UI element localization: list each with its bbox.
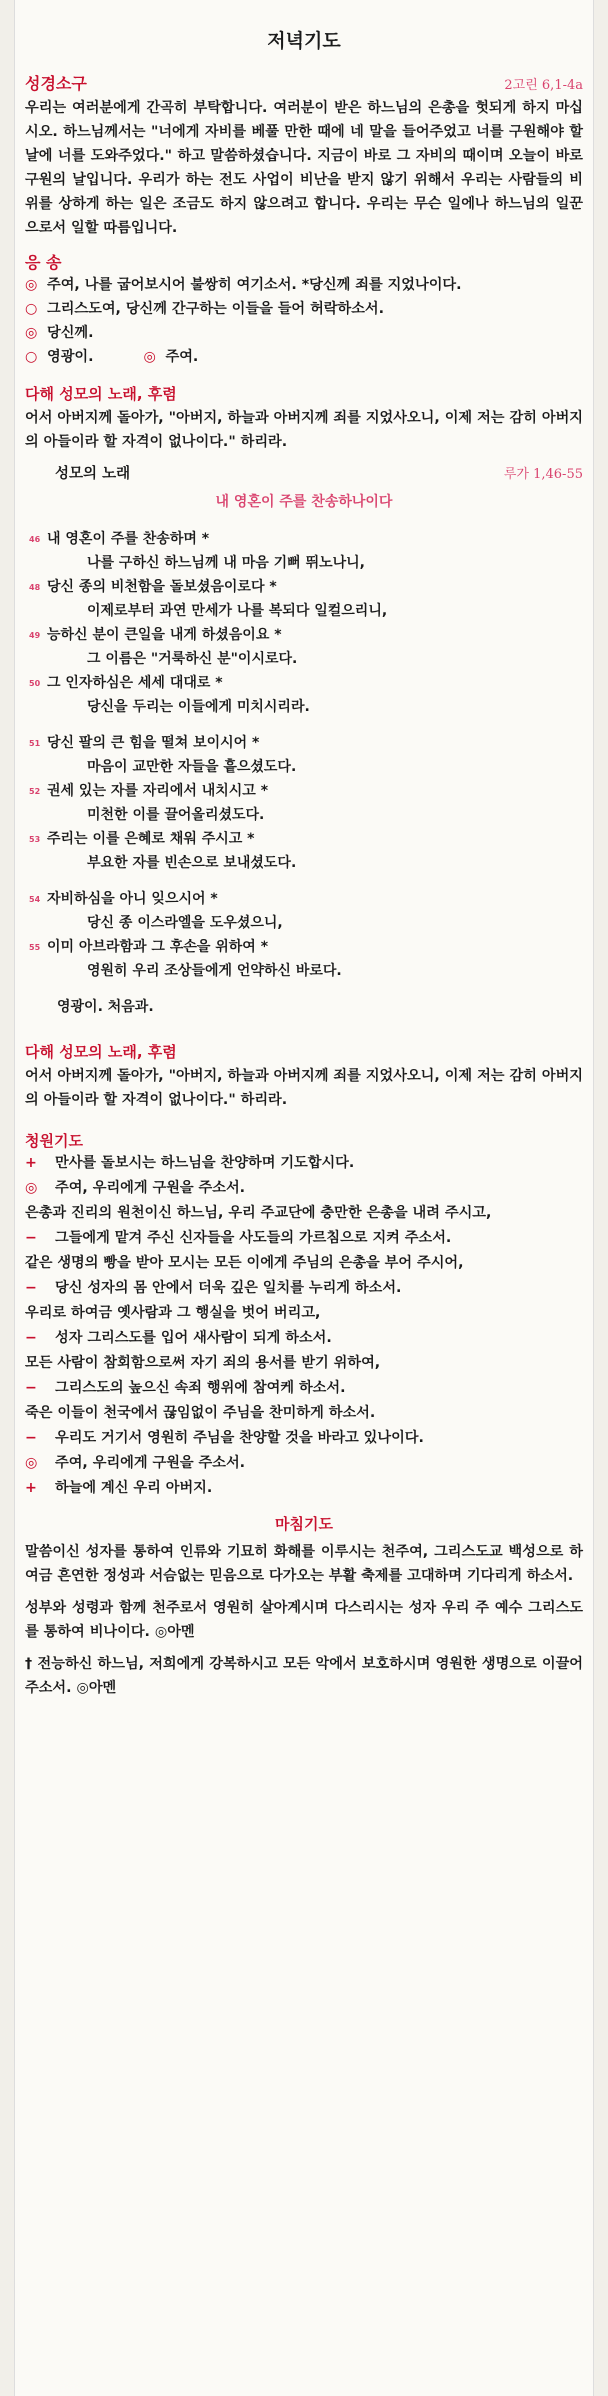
responsory-text: 주여. [165, 349, 199, 365]
responsory-heading: 응 송 [25, 253, 62, 272]
verse-line: 능하신 분이 큰일을 내게 하셨음이요 * [47, 627, 282, 643]
gloria-text: 영광이. 처음과. [57, 999, 154, 1015]
intercession-text: 같은 생명의 빵을 받아 모시는 모든 이에게 주님의 은총을 부어 주시어, [25, 1255, 464, 1271]
verse-55 [25, 935, 583, 983]
intercession-text: 우리로 하여금 옛사람과 그 행실을 벗어 버리고, [25, 1305, 321, 1321]
verse-number: 49 [29, 631, 41, 640]
intercession-text: 그리스도의 높으신 속죄 행위에 참여케 하소서. [55, 1380, 346, 1396]
verse-symbol: ○ [25, 301, 38, 317]
antiphon2-heading: 다해 성모의 노래, 후렴 [25, 1043, 177, 1061]
response-symbol: ◎ [25, 277, 38, 293]
verse-number: 51 [29, 739, 41, 748]
verse-line: 당신을 두리는 이들에게 미치시리라. [87, 699, 310, 715]
verse-line: 부요한 자를 빈손으로 보내셨도다. [87, 855, 297, 871]
magnificat-antiphon: 내 영혼이 주를 찬송하나이다 [215, 494, 393, 510]
verse-symbol: ○ [25, 349, 38, 365]
responsory-line [25, 273, 583, 297]
responsory-line [25, 345, 583, 369]
verse-line: 그 인자하심은 세세 대대로 * [47, 675, 223, 691]
responsory-header [25, 250, 583, 273]
intercession-text: 은총과 진리의 원천이신 하느님, 우리 주교단에 충만한 은총을 내려 주시고, [25, 1205, 492, 1221]
intercession-line [25, 1226, 583, 1251]
intercession-line [25, 1276, 583, 1301]
closing-text: 말씀이신 성자를 통하여 인류와 기묘히 화해를 이루시는 천주여, 그리스도교 백성으로 하여금 흔연한 정성과 서슴없는 믿음으로 다가오는 부활 축제를 고대하며 기다리게 하소서. [25, 1544, 583, 1584]
magnificat-gloria [25, 995, 583, 1019]
page-title: 저녁기도 [267, 30, 341, 52]
responsory-block [25, 273, 583, 369]
intercession-text: 성자 그리스도를 입어 새사람이 되게 하소서. [55, 1330, 332, 1346]
intercession-symbol: − [25, 1330, 37, 1346]
verse-50 [25, 671, 583, 719]
responsory-text: 주여, 나를 굽어보시어 불쌍히 여기소서. *당신께 죄를 지었나이다. [47, 277, 462, 293]
magnificat-header [25, 462, 583, 483]
verse-line: 자비하심을 아니 잊으시어 * [47, 891, 218, 907]
magnificat-ref: 루가 1,46-55 [503, 467, 583, 482]
intercession-line [25, 1451, 583, 1476]
closing-conclusion: 성부와 성령과 함께 천주로서 영원히 살아계시며 다스리시는 성자 우리 주 예수 그리스도를 통하여 비나이다. ◎아멘 [25, 1600, 583, 1640]
verse-line: 이미 아브라함과 그 후손을 위하여 * [47, 939, 269, 955]
antiphon1-header [25, 383, 583, 404]
magnificat-title: 성모의 노래 [55, 466, 131, 482]
intercession-text: 주여, 우리에게 구원을 주소서. [55, 1455, 246, 1471]
verse-52 [25, 779, 583, 827]
antiphon2-text: 어서 아버지께 돌아가, "아버지, 하늘과 아버지께 죄를 지었사오니, 이제 저는 감히 아버지의 아들이라 할 자격이 없나이다." 하리라. [25, 1068, 583, 1108]
verse-number: 53 [29, 835, 41, 844]
response-symbol: ◎ [143, 349, 156, 365]
intercession-symbol: − [25, 1280, 37, 1296]
verse-number: 55 [29, 943, 41, 952]
closing-blessing: † 전능하신 하느님, 저희에게 강복하시고 모든 악에서 보호하시며 영원한 생명으로 이끌어 주소서. ◎아멘 [25, 1656, 583, 1696]
verse-number: 46 [29, 535, 41, 544]
intercession-line [25, 1426, 583, 1451]
intercession-symbol: − [25, 1430, 37, 1446]
intercessions-header [25, 1130, 583, 1151]
verse-line: 주리는 이를 은혜로 채워 주시고 * [47, 831, 255, 847]
responsory-text: 영광이. [47, 349, 94, 365]
verse-line: 그 이름은 "거룩하신 분"이시로다. [87, 651, 298, 667]
intercession-symbol: − [25, 1230, 37, 1246]
page [14, 0, 594, 2396]
verse-line: 이제로부터 과연 만세가 나를 복되다 일컬으리니, [87, 603, 388, 619]
intercession-symbol: ◎ [25, 1455, 38, 1471]
closing-heading: 마침기도 [275, 1515, 333, 1533]
intercession-line [25, 1401, 583, 1426]
magnificat-stanza [25, 887, 583, 983]
reading-ref: 2고린 6,1-4a [504, 78, 583, 93]
intercession-text: 그들에게 맡겨 주신 신자들을 사도들의 가르침으로 지켜 주소서. [55, 1230, 452, 1246]
verse-48 [25, 575, 583, 623]
verse-line: 당신 종의 비천함을 돌보셨음이로다 * [47, 579, 277, 595]
verse-number: 54 [29, 895, 41, 904]
verse-line: 마음이 교만한 자들을 흩으셨도다. [87, 759, 297, 775]
antiphon2-header [25, 1041, 583, 1062]
intercession-text: 죽은 이들이 천국에서 끊임없이 주님을 찬미하게 하소서. [25, 1405, 376, 1421]
antiphon1-heading: 다해 성모의 노래, 후렴 [25, 385, 177, 403]
responsory-text: 그리스도여, 당신께 간구하는 이들을 들어 허락하소서. [47, 301, 384, 317]
intercession-text: 하늘에 계신 우리 아버지. [55, 1480, 213, 1496]
intercessions-list [25, 1151, 583, 1501]
intercession-symbol: + [25, 1155, 37, 1171]
intercession-text: 당신 성자의 몸 안에서 더욱 깊은 일치를 누리게 하소서. [55, 1280, 402, 1296]
intercession-line [25, 1301, 583, 1326]
intercession-line [25, 1326, 583, 1351]
verse-49 [25, 623, 583, 671]
magnificat-stanza [25, 527, 583, 719]
intercession-text: 우리도 거기서 영원히 주님을 찬양할 것을 바라고 있나이다. [55, 1430, 424, 1446]
verse-number: 50 [29, 679, 41, 688]
reading-heading: 성경소구 [25, 74, 87, 93]
verse-line: 당신 종 이스라엘을 도우셨으니, [87, 915, 283, 931]
intercession-symbol: ◎ [25, 1180, 38, 1196]
verse-line: 나를 구하신 하느님께 내 마음 기뻐 뛰노나니, [87, 555, 365, 571]
intercession-symbol: + [25, 1480, 37, 1496]
verse-line: 당신 팔의 큰 힘을 떨쳐 보이시어 * [47, 735, 260, 751]
verse-number: 48 [29, 583, 41, 592]
responsory-line [25, 297, 583, 321]
responsory-line [25, 321, 583, 345]
verse-line: 내 영혼이 주를 찬송하며 * [47, 531, 210, 547]
intercession-line [25, 1251, 583, 1276]
intercessions-heading: 청원기도 [25, 1132, 83, 1150]
intercession-symbol: − [25, 1380, 37, 1396]
reading-text: 우리는 여러분에게 간곡히 부탁합니다. 여러분이 받은 하느님의 은총을 헛되게 하지 마십시오. 하느님께서는 "너에게 자비를 베풀 만한 때에 네 말을 들어주었고 너를 구원해야 할 날에 너를 도와주었다." 하고 말씀하셨습니다. 지금이 바로 그 자비의 때이며 오늘이 바로 구원의 날입니다. 우리가 하는 전도 사업이 비난을 받지 않기 위해서 우리는 사람들의 비위를 상하게 하는 일은 조금도 하지 않으려고 합니다. 우리는 무슨 일에나 하느님의 일꾼으로서 일할 따름입니다. [25, 100, 583, 236]
intercession-text: 만사를 돌보시는 하느님을 찬양하며 기도합시다. [55, 1155, 355, 1171]
verse-line: 권세 있는 자를 자리에서 내치시고 * [47, 783, 269, 799]
intercession-line [25, 1351, 583, 1376]
verse-line: 영원히 우리 조상들에게 언약하신 바로다. [87, 963, 342, 979]
intercession-text: 모든 사람이 참회함으로써 자기 죄의 용서를 받기 위하여, [25, 1355, 381, 1371]
intercession-line [25, 1376, 583, 1401]
antiphon1-text: 어서 아버지께 돌아가, "아버지, 하늘과 아버지께 죄를 지었사오니, 이제 저는 감히 아버지의 아들이라 할 자격이 없나이다." 하리라. [25, 410, 583, 450]
verse-54 [25, 887, 583, 935]
verse-46 [25, 527, 583, 575]
reading-header [25, 71, 583, 94]
magnificat-stanza [25, 731, 583, 875]
responsory-text: 당신께. [47, 325, 94, 341]
verse-51 [25, 731, 583, 779]
intercession-line [25, 1176, 583, 1201]
verse-line: 미천한 이를 끌어올리셨도다. [87, 807, 265, 823]
intercession-line [25, 1151, 583, 1176]
intercession-text: 주여, 우리에게 구원을 주소서. [55, 1180, 246, 1196]
response-symbol: ◎ [25, 325, 38, 341]
verse-53 [25, 827, 583, 875]
intercession-line [25, 1201, 583, 1226]
intercession-line [25, 1476, 583, 1501]
verse-number: 52 [29, 787, 41, 796]
